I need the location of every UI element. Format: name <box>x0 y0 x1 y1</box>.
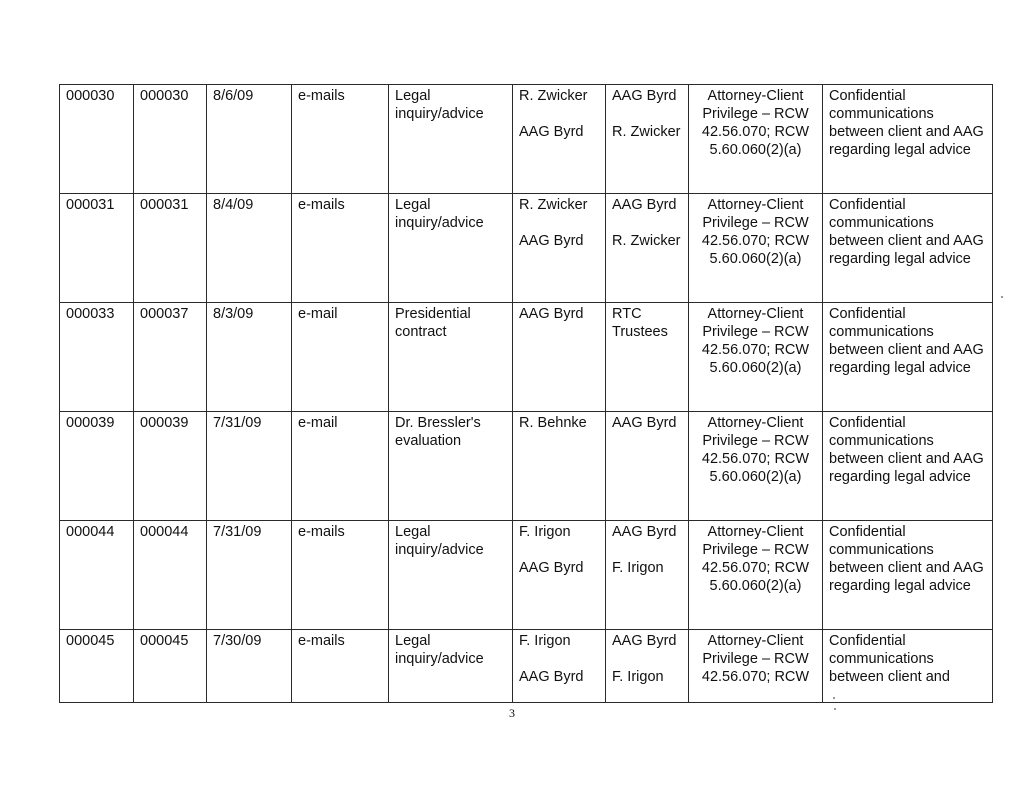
end-bates-cell: 000037 <box>134 303 207 412</box>
from-cell <box>513 412 606 521</box>
from-cell <box>513 630 606 703</box>
subject-cell: Legal inquiry/advice <box>389 194 513 303</box>
table-row <box>60 85 993 194</box>
begin-bates-cell: 000044 <box>60 521 134 630</box>
doc-type-cell: e-mails <box>292 521 389 630</box>
subject-cell: Presidential contract <box>389 303 513 412</box>
date-cell: 8/4/09 <box>207 194 292 303</box>
end-bates-cell: 000030 <box>134 85 207 194</box>
doc-type-cell: e-mails <box>292 630 389 703</box>
date-cell: 7/30/09 <box>207 630 292 703</box>
privilege-line: 42.56.070; RCW <box>701 124 810 140</box>
to-name: F. Irigon <box>612 560 664 576</box>
from-name: AAG Byrd <box>519 306 584 322</box>
description-cell: Confidential communications between client and AAG regarding legal advice <box>823 303 993 412</box>
to-cell <box>606 630 689 703</box>
table-row <box>60 303 993 412</box>
doc-type-cell: e-mails <box>292 85 389 194</box>
doc-type-cell: e-mails <box>292 194 389 303</box>
begin-bates-cell: 000033 <box>60 303 134 412</box>
end-bates-cell: 000039 <box>134 412 207 521</box>
privilege-cell <box>689 630 823 703</box>
from-name: R. Zwicker <box>519 88 588 104</box>
from-name: AAG Byrd <box>519 124 584 140</box>
privilege-line: 5.60.060(2)(a) <box>709 142 802 158</box>
privilege-line: Attorney-Client <box>707 197 804 213</box>
scan-speck <box>834 708 836 710</box>
date-cell: 8/3/09 <box>207 303 292 412</box>
privilege-line: Privilege – RCW <box>702 651 809 667</box>
to-name: F. Irigon <box>612 669 664 685</box>
privilege-cell <box>689 412 823 521</box>
from-name: F. Irigon <box>519 524 571 540</box>
to-name: RTC Trustees <box>612 306 668 340</box>
to-name: AAG Byrd <box>612 197 677 213</box>
begin-bates-cell: 000030 <box>60 85 134 194</box>
privilege-line: Privilege – RCW <box>702 433 809 449</box>
privilege-line: 5.60.060(2)(a) <box>709 251 802 267</box>
to-name: R. Zwicker <box>612 124 681 140</box>
to-cell <box>606 85 689 194</box>
from-name: AAG Byrd <box>519 233 584 249</box>
privilege-cell <box>689 303 823 412</box>
privilege-line: Privilege – RCW <box>702 215 809 231</box>
subject-cell: Legal inquiry/advice <box>389 630 513 703</box>
to-cell <box>606 521 689 630</box>
privilege-line: Privilege – RCW <box>702 542 809 558</box>
end-bates-cell: 000044 <box>134 521 207 630</box>
subject-cell: Legal inquiry/advice <box>389 85 513 194</box>
privilege-line: 42.56.070; RCW <box>701 560 810 576</box>
description-cell: Confidential communications between client and AAG regarding legal advice <box>823 521 993 630</box>
privilege-line: 5.60.060(2)(a) <box>709 469 802 485</box>
privilege-line: Attorney-Client <box>707 415 804 431</box>
date-cell: 8/6/09 <box>207 85 292 194</box>
privilege-line: 5.60.060(2)(a) <box>709 360 802 376</box>
privilege-line: Privilege – RCW <box>702 324 809 340</box>
to-cell <box>606 412 689 521</box>
from-cell <box>513 303 606 412</box>
to-name: AAG Byrd <box>612 88 677 104</box>
privilege-line: 42.56.070; RCW <box>701 342 810 358</box>
from-name: F. Irigon <box>519 633 571 649</box>
description-cell: Confidential communications between client and AAG regarding legal advice <box>823 412 993 521</box>
table-row <box>60 630 993 703</box>
privilege-line: 42.56.070; RCW <box>701 669 810 685</box>
privilege-log-table <box>59 84 993 703</box>
to-name: AAG Byrd <box>612 524 677 540</box>
begin-bates-cell: 000039 <box>60 412 134 521</box>
table-row <box>60 521 993 630</box>
privilege-line: Attorney-Client <box>707 88 804 104</box>
to-name: AAG Byrd <box>612 633 677 649</box>
doc-type-cell: e-mail <box>292 412 389 521</box>
subject-cell: Dr. Bressler's evaluation <box>389 412 513 521</box>
description-cell: Confidential communications between client and <box>823 630 993 703</box>
privilege-line: Attorney-Client <box>707 306 804 322</box>
to-cell <box>606 194 689 303</box>
to-name: R. Zwicker <box>612 233 681 249</box>
scan-speck <box>1001 296 1003 298</box>
privilege-line: 5.60.060(2)(a) <box>709 578 802 594</box>
privilege-line: Attorney-Client <box>707 633 804 649</box>
privilege-cell <box>689 521 823 630</box>
from-cell <box>513 194 606 303</box>
from-name: R. Zwicker <box>519 197 588 213</box>
end-bates-cell: 000031 <box>134 194 207 303</box>
subject-cell: Legal inquiry/advice <box>389 521 513 630</box>
date-cell: 7/31/09 <box>207 412 292 521</box>
privilege-cell <box>689 194 823 303</box>
doc-type-cell: e-mail <box>292 303 389 412</box>
begin-bates-cell: 000031 <box>60 194 134 303</box>
page-number: 3 <box>509 706 515 720</box>
table-row <box>60 194 993 303</box>
privilege-line: 42.56.070; RCW <box>701 451 810 467</box>
to-cell <box>606 303 689 412</box>
end-bates-cell: 000045 <box>134 630 207 703</box>
date-cell: 7/31/09 <box>207 521 292 630</box>
scan-speck <box>833 697 835 699</box>
begin-bates-cell: 000045 <box>60 630 134 703</box>
from-name: AAG Byrd <box>519 669 584 685</box>
from-name: R. Behnke <box>519 415 587 431</box>
description-cell: Confidential communications between client and AAG regarding legal advice <box>823 85 993 194</box>
from-cell <box>513 521 606 630</box>
table-row <box>60 412 993 521</box>
privilege-line: 42.56.070; RCW <box>701 233 810 249</box>
privilege-line: Attorney-Client <box>707 524 804 540</box>
description-cell: Confidential communications between client and AAG regarding legal advice <box>823 194 993 303</box>
privilege-cell <box>689 85 823 194</box>
from-name: AAG Byrd <box>519 560 584 576</box>
privilege-line: Privilege – RCW <box>702 106 809 122</box>
from-cell <box>513 85 606 194</box>
to-name: AAG Byrd <box>612 415 677 431</box>
